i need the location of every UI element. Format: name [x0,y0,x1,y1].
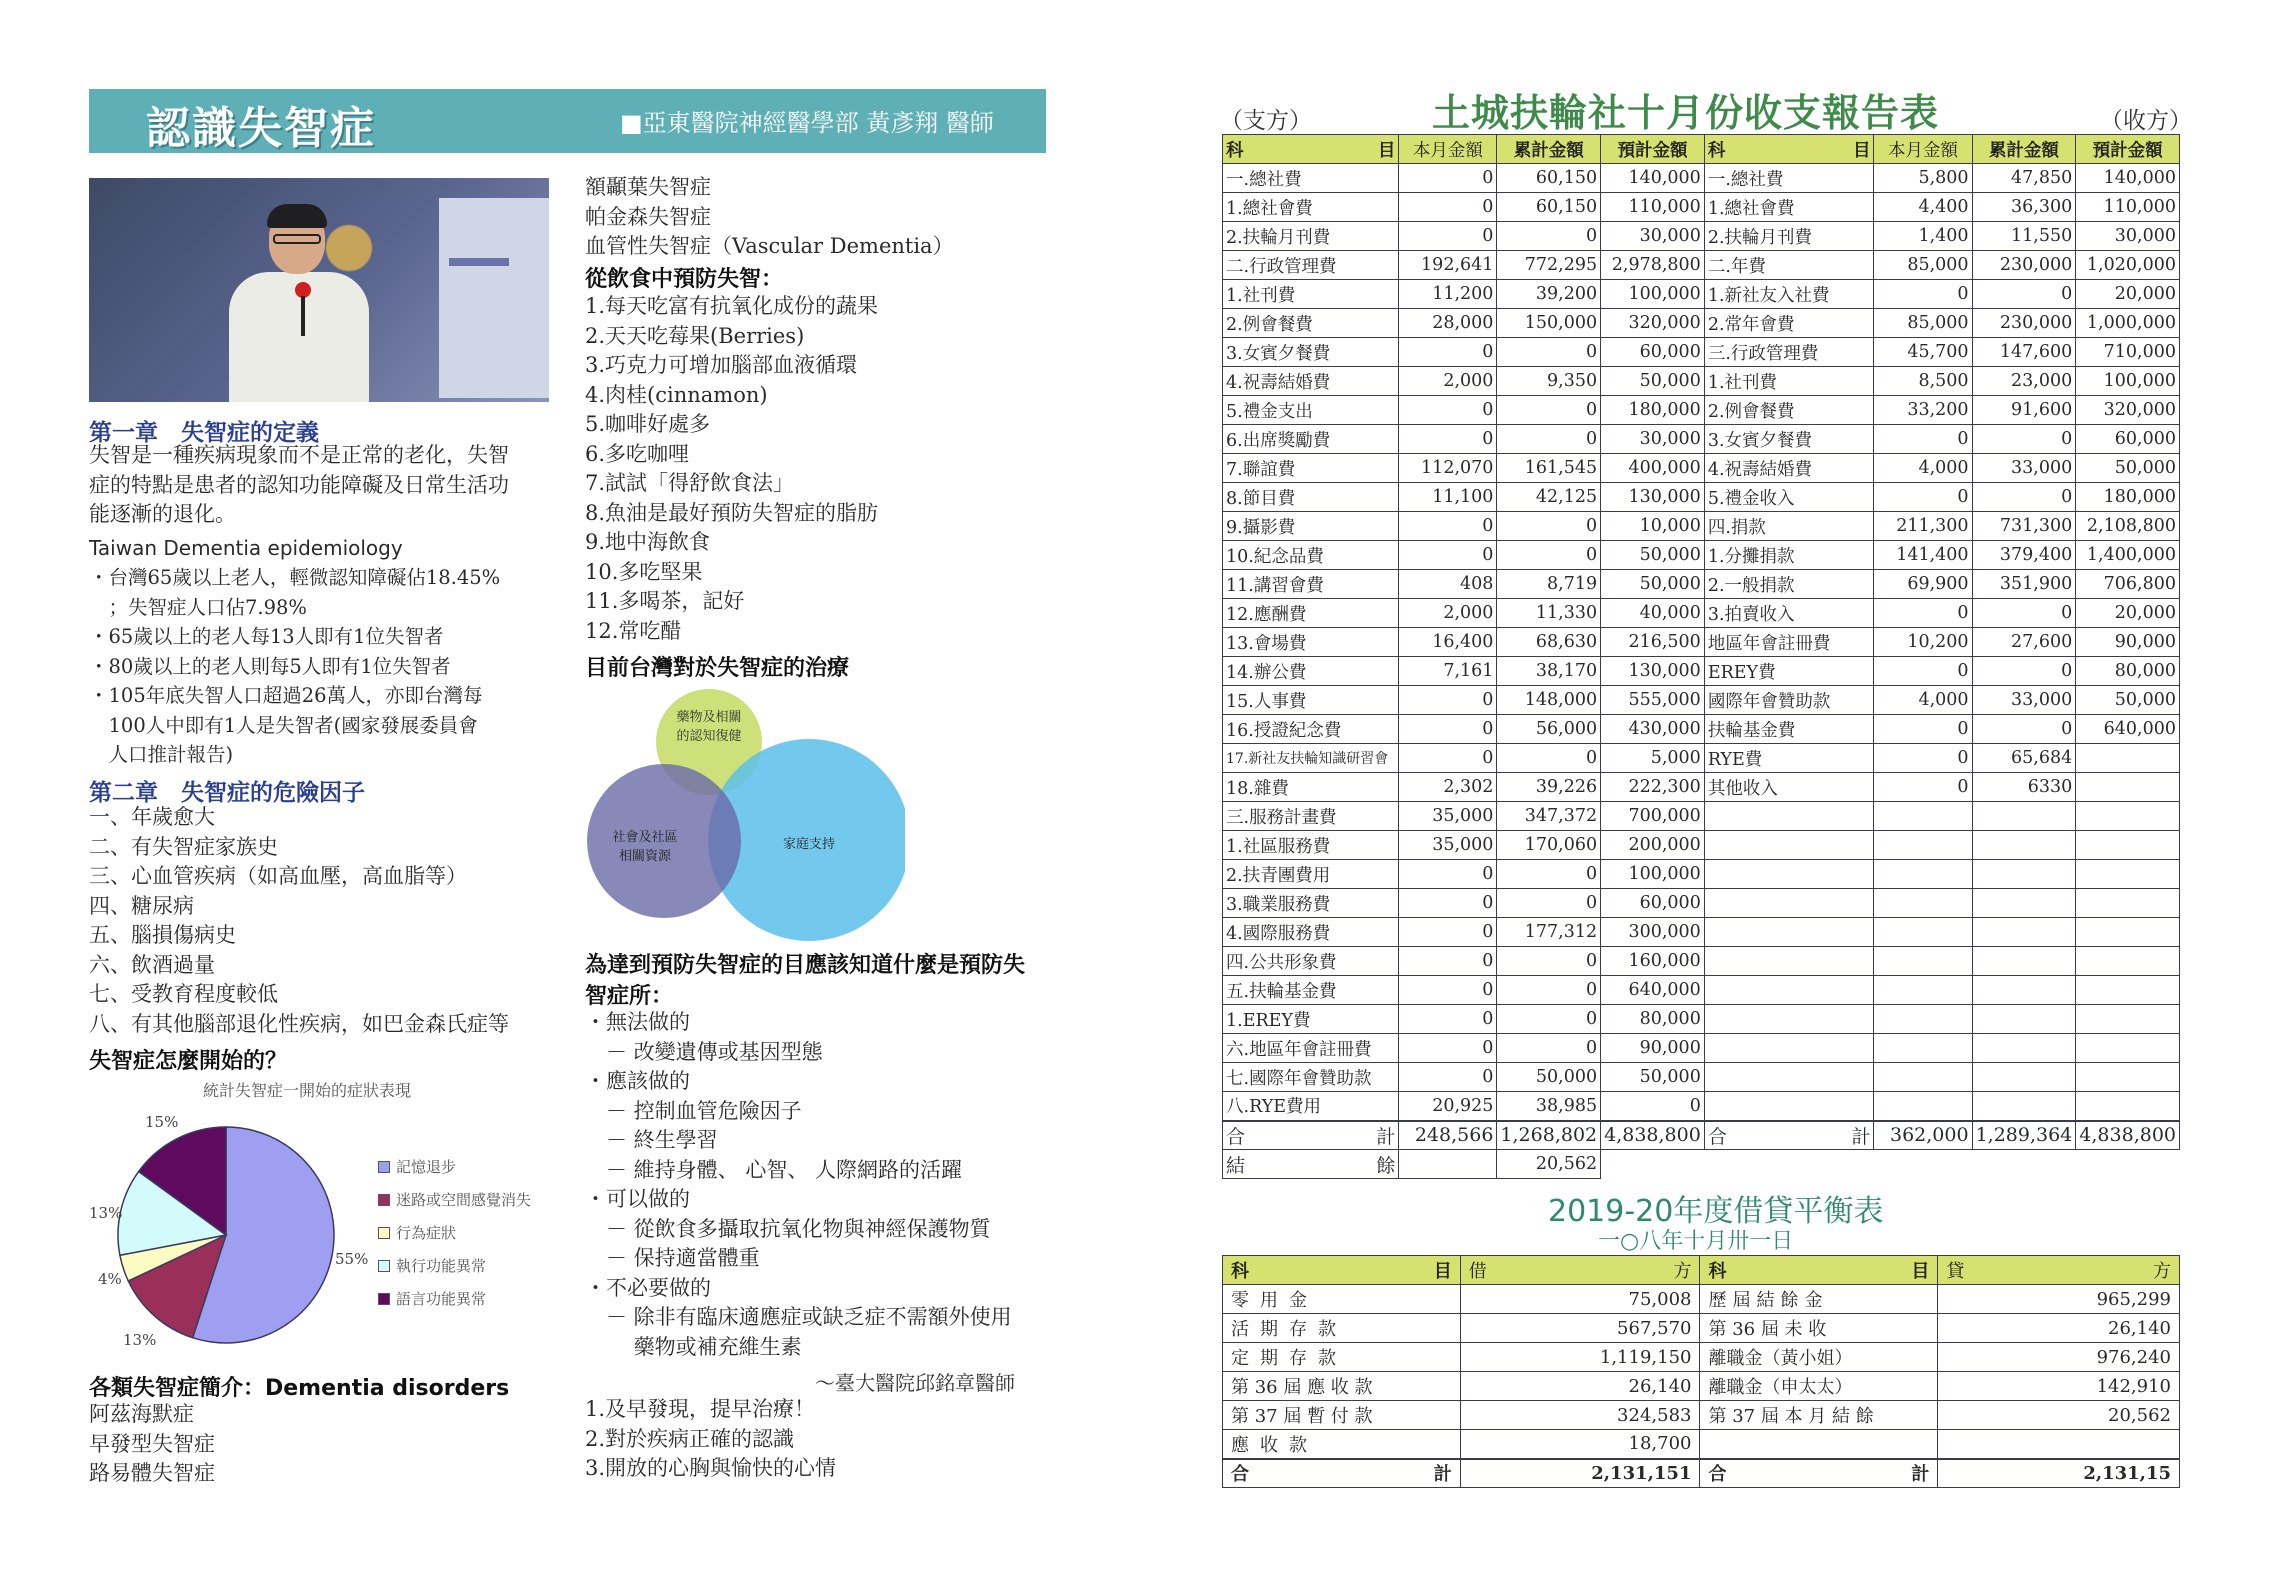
table-row: 八.RYE費用 20,925 38,985 0 [1223,1092,2180,1121]
disorders-list: 阿茲海默症 早發型失智症 路易體失智症 [89,1402,215,1485]
total-label: 合 計 [1223,1121,1399,1150]
epidemiology-list: ・台灣65歲以上老人，輕微認知障礙佔18.45% ；失智症人口佔7.98% ・65歲以上的老人每13人即有1位失智者 ・80歲以上的老人則每5人即有1位失智者 ・105年底失智人口超過26萬人，亦即台灣每 100人中即有1人是失智者(國家發展委員會 人口推計報告) [89,566,501,766]
bs-row: 應收款 18,700 [1223,1430,2180,1459]
table-header-row [1223,135,2180,164]
table-row: 四.公共形象費 0 0 160,000 [1223,947,2180,976]
bs-total-row: 合 計 2,131,151 合 計 2,131,15 [1223,1459,2180,1488]
venn-label-c: 家庭支持 [782,837,836,852]
col-budget-right: 預計金額 [2076,135,2180,164]
table-row: 4.祝壽結婚費 2,000 9,350 50,000 1.社刊費 8,500 23,000 100,000 [1223,367,2180,396]
chart-legend [378,1150,531,1315]
pie-label-55: 55% [335,1250,369,1268]
balance-row: 結 餘 20,562 [1223,1150,2180,1179]
table-row: 2.扶青團費用 0 0 100,000 [1223,860,2180,889]
table-row: 2.例會餐費 28,000 150,000 320,000 2.常年會費 85,000 230,000 1,000,000 [1223,309,2180,338]
author-line: ■亞東醫院神經醫學部 黃彥翔 醫師 [620,109,994,137]
table-row: 11.講習會費 408 8,719 50,000 2.一般捐款 69,900 351,900 706,800 [1223,570,2180,599]
pie-label-4: 4% [98,1270,122,1288]
diet-list: 1.每天吃富有抗氧化成份的蔬果 2.天天吃莓果(Berries) 3.巧克力可增加腦部血液循環 4.肉桂(cinnamon) 5.咖啡好處多 6.多吃咖哩 7.試試「得舒飲食法」 8.魚油是最好預防失智症的脂肪 9.地中海飲食 10.多吃堅果 11.多喝茶，記好 12.常吃醋 [585,294,879,643]
income-expense-table [1222,134,2180,1179]
table-row: 6.出席獎勵費 0 0 30,000 3.女賓夕餐費 0 0 60,000 [1223,425,2180,454]
table-row: 七.國際年會贊助款 0 50,000 50,000 [1223,1063,2180,1092]
table-row: 1.EREY費 0 0 80,000 [1223,1005,2180,1034]
bs-header-row: 科 目 借 方 科 目 貸 方 [1223,1256,2180,1285]
disorders-title: 各類失智症簡介：Dementia disorders [89,1376,510,1401]
disorders-list-cont: 額顳葉失智症 帕金森失智症 血管性失智症（Vascular Dementia） [585,175,954,258]
prevent-list: ・無法做的 － 改變遺傳或基因型態 ・應該做的 － 控制血管危險因子 － 終生學習 － 維持身體、 心智、 人際網路的活躍 ・可以做的 － 從飲食多攝取抗氧化物與神經保護物質 － 保持適當體重 ・不必要做的 － 除非有臨床適應症或缺乏症不需額外使用 藥物或補充維生素 [585,1010,1012,1359]
table-row: 9.攝影費 0 0 10,000 四.捐款 211,300 731,300 2,108,800 [1223,512,2180,541]
table-row: 三.服務計畫費 35,000 347,372 700,000 [1223,802,2180,831]
table-row: 5.禮金支出 0 0 180,000 2.例會餐費 33,200 91,600 320,000 [1223,396,2180,425]
table-row: 18.雜費 2,302 39,226 222,300 其他收入 0 6330 [1223,773,2180,802]
table-row: 13.會場費 16,400 68,630 216,500 地區年會註冊費 10,200 27,600 90,000 [1223,628,2180,657]
pie-label-15: 15% [145,1113,179,1131]
col-month-right: 本月金額 [1874,135,1972,164]
table-row: 10.紀念品費 0 0 50,000 1.分攤捐款 141,400 379,400 1,400,000 [1223,541,2180,570]
bs-row: 第 37 屆 暫 付 款 324,583 第 37 屆 本 月 結 餘 20,562 [1223,1401,2180,1430]
table-row: 8.節目費 11,100 42,125 130,000 5.禮金收入 0 0 180,000 [1223,483,2180,512]
balance-sheet-title: 2019-20年度借貸平衡表 [1548,1194,1884,1229]
table-row: 1.總社會費 0 60,150 110,000 1.總社會費 4,400 36,300 110,000 [1223,193,2180,222]
chapter1-body: 失智是一種疾病現象而不是正常的老化，失智 症的特點是患者的認知功能障礙及日常生活功 能逐漸的退化。 [89,443,509,526]
legend-item: 記憶退步 [378,1150,531,1183]
col-item-right: 科 目 [1704,135,1874,164]
table-row: 2.扶輪月刊費 0 0 30,000 2.扶輪月刊費 1,400 11,550 30,000 [1223,222,2180,251]
total-row: 合 計 248,566 1,268,802 4,838,800 合 計 362,000 1,289,364 4,838,800 [1223,1121,2180,1150]
table-row: 17.新社友扶輪知識研習會 0 0 5,000 RYE費 0 65,684 [1223,744,2180,773]
quote-signature: ～臺大醫院邱銘章醫師 [815,1371,1015,1395]
risk-factor-list: 一、年歲愈大 二、有失智症家族史 三、心血管疾病（如高血壓，高血脂等） 四、糖尿病 五、腦損傷病史 六、飲酒過量 七、受教育程度較低 八、有其他腦部退化性疾病，如巴金森氏症等 [89,805,509,1036]
bs-row: 零用金 75,008 歷屆結餘金 965,299 [1223,1285,2180,1314]
legend-item: 執行功能異常 [378,1249,531,1282]
treatment-title: 目前台灣對於失智症的治療 [585,656,850,681]
chart-caption: 統計失智症一開始的症狀表現 [203,1081,412,1100]
credit-label: （收方） [2100,108,2192,134]
venn-label-b1: 社會及社區 [612,830,678,845]
bs-row: 活期存款 567,570 第 36 屆 未 收 26,140 [1223,1314,2180,1343]
col-item-left: 科 目 [1223,135,1399,164]
closing-list: 1.及早發現，提早治療！ 2.對於疾病正確的認識 3.開放的心胸與愉快的心情 [585,1397,837,1480]
chapter1-title: 第一章 失智症的定義 [89,420,319,446]
table-row: 3.職業服務費 0 0 60,000 [1223,889,2180,918]
col-cum-left: 累計金額 [1497,135,1601,164]
onset-title: 失智症怎麼開始的？ [89,1049,288,1074]
table-row: 1.社區服務費 35,000 170,060 200,000 [1223,831,2180,860]
legend-item: 迷路或空間感覺消失 [378,1183,531,1216]
table-row: 15.人事費 0 148,000 555,000 國際年會贊助款 4,000 33,000 50,000 [1223,686,2180,715]
table-row: 3.女賓夕餐費 0 0 60,000 三.行政管理費 45,700 147,600 710,000 [1223,338,2180,367]
table-row: 二.行政管理費 192,641 772,295 2,978,800 二.年費 85,000 230,000 1,020,000 [1223,251,2180,280]
table-row: 14.辦公費 7,161 38,170 130,000 EREY費 0 0 80,000 [1223,657,2180,686]
balance-value: 20,562 [1497,1150,1601,1179]
page-title: 認識失智症 [146,103,376,154]
diet-title: 從飲食中預防失智： [585,267,784,292]
legend-item: 行為症狀 [378,1216,531,1249]
venn-label-b2: 相關資源 [618,849,672,864]
treatment-venn-diagram [585,685,905,945]
debit-label: （支方） [1220,108,1312,134]
legend-item: 語言功能異常 [378,1282,531,1315]
table-row: 六.地區年會註冊費 0 0 90,000 [1223,1034,2180,1063]
table-row: 五.扶輪基金費 0 0 640,000 [1223,976,2180,1005]
col-month-left: 本月金額 [1399,135,1497,164]
bs-row: 定期存款 1,119,150 離職金（黃小姐） 976,240 [1223,1343,2180,1372]
chapter2-title: 第二章 失智症的危險因子 [89,780,365,806]
balance-sheet-date: 一○八年十月卅一日 [1598,1229,1794,1254]
epidemiology-title: Taiwan Dementia epidemiology [89,536,403,560]
prevent-title: 為達到預防失智症的目應該知道什麼是預防失 智症所： [585,953,1026,1009]
col-budget-left: 預計金額 [1601,135,1705,164]
balance-sheet-table [1222,1255,2180,1488]
venn-label-a2: 的認知復健 [676,729,742,744]
table-row: 7.聯誼費 112,070 161,545 400,000 4.祝壽結婚費 4,000 33,000 50,000 [1223,454,2180,483]
total-label-right: 合 計 [1704,1121,1874,1150]
table-row: 12.應酬費 2,000 11,330 40,000 3.拍賣收入 0 0 20,000 [1223,599,2180,628]
table-row: 16.授證紀念費 0 56,000 430,000 扶輪基金費 0 0 640,000 [1223,715,2180,744]
report-title: 土城扶輪社十月份收支報告表 [1432,91,1940,135]
bs-row: 第 36 屆 應 收 款 26,140 離職金（申太太） 142,910 [1223,1372,2180,1401]
pie-label-13b: 13% [123,1331,157,1349]
table-row: 1.社刊費 11,200 39,200 100,000 1.新社友入社費 0 0 20,000 [1223,280,2180,309]
pie-label-13a: 13% [89,1204,123,1222]
table-row: 4.國際服務費 0 177,312 300,000 [1223,918,2180,947]
col-cum-right: 累計金額 [1972,135,2076,164]
speaker-photo [89,178,549,402]
table-row: 一.總社費 0 60,150 140,000 一.總社費 5,800 47,850 140,000 [1223,164,2180,193]
venn-label-a1: 藥物及相關 [676,710,742,725]
